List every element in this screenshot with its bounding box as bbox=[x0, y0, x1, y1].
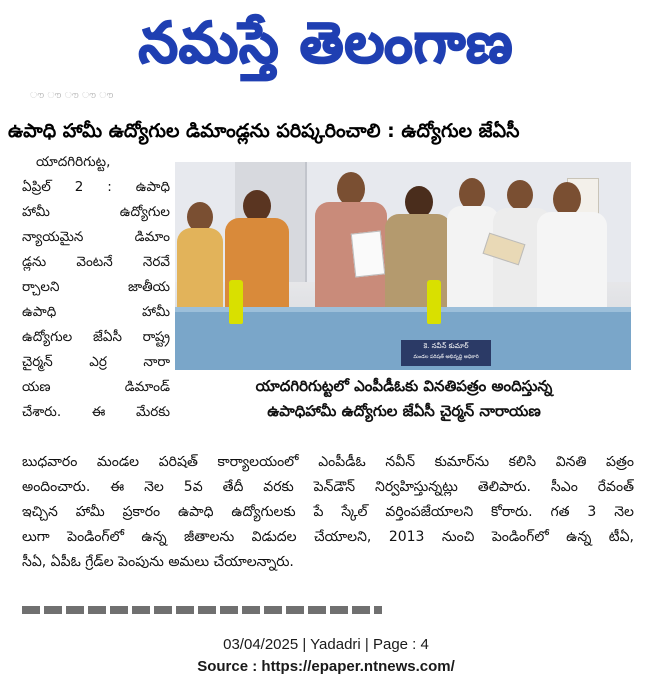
body-line: ఇచ్చిన హామీ ప్రకారం ఉపాధి ఉద్యోగులకు పే స్కేల్ వర్తింపజేయాలని కోరారు. గత 3 నెల bbox=[22, 504, 634, 520]
column-line: ర్చాలని జాతీయ bbox=[22, 279, 170, 295]
cut-off-text-bottom bbox=[22, 606, 382, 614]
column-line: డ్లను వెంటనే నెరవే bbox=[22, 254, 170, 270]
column-line: చేశారు. ఈ మేరకు bbox=[22, 404, 170, 420]
body-line: సీఏ, ఏపీఓ గ్రేడ్‌ల పెంపును అమలు చేయాలన్నారు. bbox=[22, 554, 294, 570]
footer-source-link: Source : https://epaper.ntnews.com/ bbox=[197, 658, 455, 675]
caption-line: యాదగిరిగుట్టలో ఎంపీడీఓకు వినతిపత్రం అందిస్తున్న bbox=[255, 377, 553, 395]
column-line: హామీ ఉద్యోగుల bbox=[22, 204, 170, 220]
plaque-name: కె. నవీన్ కుమార్ bbox=[423, 342, 469, 350]
column-line: ఉపాధి హామీ bbox=[22, 304, 170, 320]
plaque-designation: మండల పరిషత్ అభివృద్ధి అధికారి bbox=[413, 354, 479, 360]
epaper-footer bbox=[0, 634, 652, 678]
column-line: చైర్మన్ ఎర్ర నారా bbox=[22, 354, 170, 370]
column-line: ఏప్రిల్ 2 : ఉపాధి bbox=[22, 179, 170, 195]
body-line: అందించారు. ఈ నెల 5వ తేదీ వరకు పెన్‌డౌన్ నిర్వహిస్తున్నట్లు తెలిపారు. సీఎం రేవంత్ bbox=[22, 479, 634, 495]
body-line: బుధవారం మండల పరిషత్ కార్యాలయంలో ఎంపీడీఓ నవీన్ కుమార్‌ను కలిసి వినతి పత్రం bbox=[22, 454, 634, 470]
column-line: ఉద్యోగుల జేఏసీ రాష్ట్ర bbox=[22, 329, 170, 345]
newspaper-masthead: నమస్తే తెలంగాణ bbox=[138, 11, 514, 76]
memorandum-paper bbox=[351, 231, 385, 278]
article-body bbox=[22, 450, 634, 575]
footer-date-edition-page: 03/04/2025 | Yadadri | Page : 4 bbox=[223, 636, 429, 653]
column-line: యణ డిమాండ్ bbox=[22, 379, 170, 395]
cut-off-text-top: ൗ ൗ ൗ ൗ ൗ bbox=[30, 92, 113, 100]
photo-caption bbox=[176, 374, 632, 424]
water-bottle bbox=[229, 280, 243, 324]
name-plaque bbox=[401, 340, 491, 366]
article-headline: ఉపాధి హామీ ఉద్యోగుల డిమాండ్లను పరిష్కరించాలి : ఉద్యోగుల జేఏసీ bbox=[8, 120, 520, 142]
water-bottle bbox=[427, 280, 441, 324]
body-line: లుగా పెండింగ్‌లో ఉన్న జీతాలను విడుదల చేయాలని, 2013 నుంచి పెండింగ్‌లో ఉన్న టీఏ, bbox=[22, 529, 634, 545]
article-column-text bbox=[22, 150, 170, 425]
news-photo bbox=[175, 162, 631, 370]
column-line: న్యాయమైన డిమాం bbox=[22, 229, 170, 245]
caption-line: ఉపాధిహామీ ఉద్యోగుల జేఏసీ చైర్మన్ నారాయణ bbox=[267, 402, 541, 420]
column-line: యాదగిరిగుట్ట, bbox=[36, 154, 111, 170]
